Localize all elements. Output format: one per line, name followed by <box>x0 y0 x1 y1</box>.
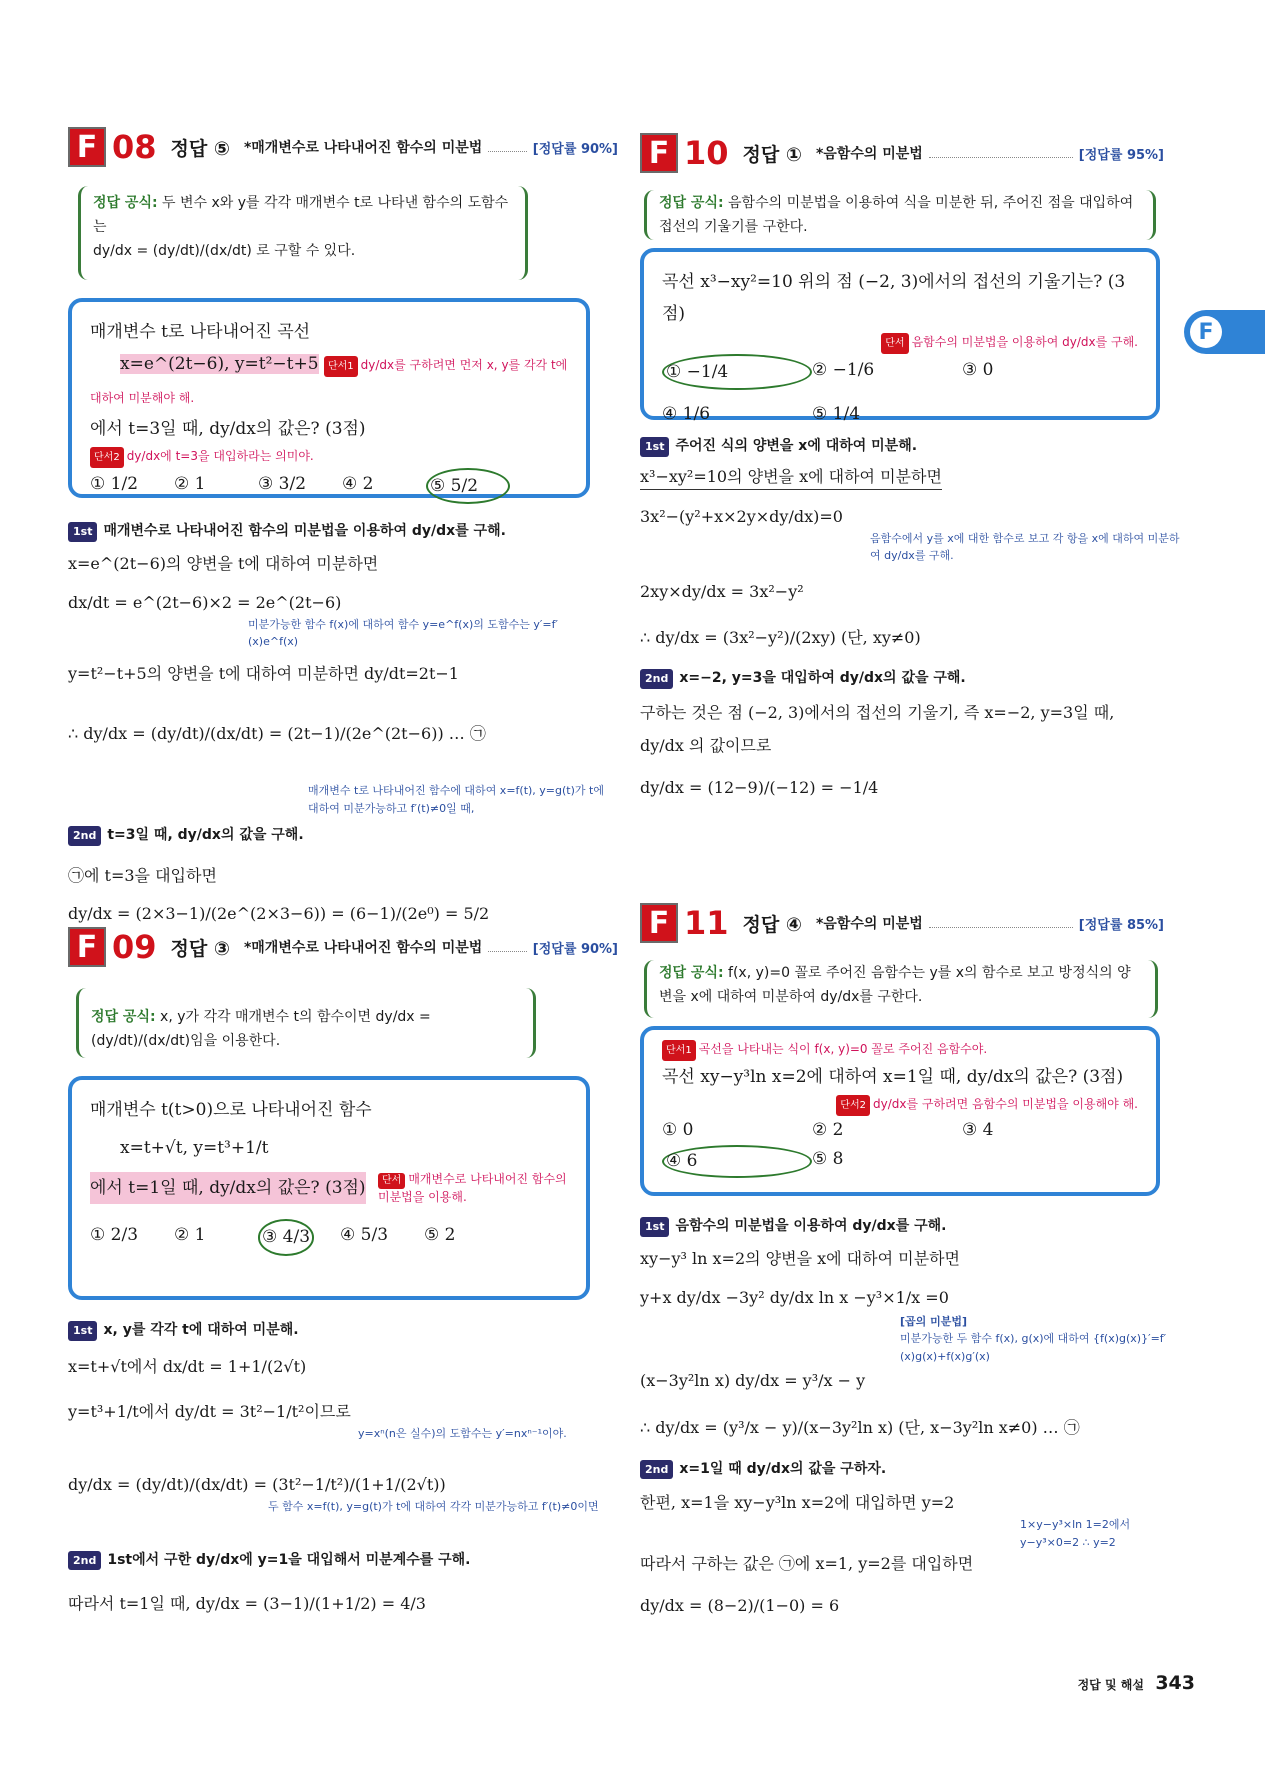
solution-line: ㉠에 t=3을 대입하면 <box>68 865 217 885</box>
leader-dots <box>929 157 1073 158</box>
accuracy-rate: [정답률 90%] <box>532 141 618 157</box>
solution-line: x³−xy²=10의 양변을 x에 대하여 미분하면 <box>640 464 942 491</box>
hint-tag: 단서1 <box>662 1040 696 1061</box>
formula-text: f(x, y)=0 꼴로 주어진 음함수는 y를 x의 함수로 보고 방정식의 양변을 x에 대하여 미분하여 dy/dx를 구한다. <box>659 965 1131 1005</box>
solution-line: ∴ dy/dx = (3x²−y²)/(2xy) (단, xy≠0) <box>640 627 921 647</box>
choice-2[interactable]: ② 1 <box>174 1225 206 1246</box>
choice-3[interactable]: ③ 3/2 <box>258 474 307 495</box>
formula-box-f08 <box>78 186 528 280</box>
solution-line: ∴ dy/dx = (dy/dt)/(dx/dt) = (2t−1)/(2e^(2t−6)) … ㉠ <box>68 723 486 743</box>
f-box: F <box>68 927 106 967</box>
question-line: 매개변수 t로 나타내어진 곡선 <box>90 322 311 342</box>
choice-list <box>90 468 568 504</box>
solution-line: 한편, x=1을 xy−y³ln x=2에 대입하면 y=2 <box>640 1493 955 1513</box>
step-badge: 2nd <box>68 1551 101 1571</box>
question-equation: x=e^(2t−6), y=t²−t+5 <box>120 354 319 375</box>
solution-line: y+x dy/dx −3y² dy/dx ln x −y³×1/x =0 <box>640 1288 949 1308</box>
choice-5-selected[interactable]: ⑤ 5/2 <box>426 468 510 504</box>
formula-equation: dy/dx = (dy/dt)/(dx/dt) 로 구할 수 있다. <box>93 242 356 259</box>
hint-tag: 단서2 <box>836 1095 870 1116</box>
formula-lead: 정답 공식: <box>91 1009 156 1025</box>
step-title: 음함수의 미분법을 이용하여 dy/dx를 구해. <box>675 1218 947 1234</box>
question-box-f11 <box>640 1026 1160 1196</box>
choice-1[interactable]: ① 2/3 <box>90 1225 139 1246</box>
solution-line: ∴ dy/dx = (y³/x − y)/(x−3y²ln x) (단, x−3y²ln x≠0) … ㉠ <box>640 1418 1080 1438</box>
choice-5[interactable]: ⑤ 1/4 <box>812 403 861 424</box>
step-badge: 2nd <box>68 826 101 846</box>
solution-f08 <box>68 517 608 926</box>
question-box-f10 <box>640 248 1160 424</box>
f-box: F <box>68 127 106 167</box>
step-badge: 1st <box>640 437 669 457</box>
footer-label: 정답 및 해설 <box>1077 1678 1144 1692</box>
problem-number: 10 <box>684 134 729 172</box>
question-line: 곡선 xy−y³ln x=2에 대하여 x=1일 때, dy/dx의 값은? (3점) <box>662 1067 1124 1087</box>
choice-1[interactable]: ① 0 <box>662 1120 694 1141</box>
solution-line: dy/dx 의 값이므로 <box>640 736 772 756</box>
f-box: F <box>640 903 678 943</box>
side-note: 매개변수 t로 나타내어진 함수에 대하여 x=f(t), y=g(t)가 t에 대하여 미분가능하고 f′(t)≠0일 때, <box>308 784 604 815</box>
choice-list <box>662 354 1138 431</box>
choice-2[interactable]: ② 1 <box>174 474 206 495</box>
answer-label: 정답 ① <box>742 143 802 166</box>
formula-text: 음함수의 미분법을 이용하여 식을 미분한 뒤, 주어진 점을 대입하여 접선의 기울기를 구한다. <box>659 195 1134 235</box>
step-badge: 1st <box>68 1321 97 1341</box>
solution-line: (x−3y²ln x) dy/dx = y³/x − y <box>640 1370 866 1390</box>
choice-4[interactable]: ④ 2 <box>342 474 374 495</box>
hint-text: dy/dx를 구하려면 음함수의 미분법을 이용해야 해. <box>872 1097 1138 1112</box>
hint-text: dy/dx를 구하려면 먼저 x, y를 각각 t에 대하여 미분해야 해. <box>90 358 568 405</box>
side-note: y=xⁿ(n은 실수)의 도함수는 y′=nxⁿ⁻¹이야. <box>358 1426 567 1440</box>
side-note: 1×y−y³×ln 1=2에서 y−y³×0=2 ∴ y=2 <box>1020 1517 1131 1549</box>
solution-line: dy/dx = (8−2)/(1−0) = 6 <box>640 1595 840 1615</box>
formula-lead: 정답 공식: <box>93 195 158 211</box>
step-title: t=3일 때, dy/dx의 값을 구해. <box>107 827 304 844</box>
page-footer <box>1078 1672 1195 1694</box>
solution-line: x=t+√t에서 dx/dt = 1+1/(2√t) <box>68 1356 307 1376</box>
step-badge: 2nd <box>640 669 673 689</box>
formula-lead: 정답 공식: <box>659 965 724 981</box>
problem-header-f11 <box>640 900 1164 946</box>
answer-label: 정답 ③ <box>170 937 230 960</box>
step-badge: 1st <box>640 1217 669 1237</box>
step-title: 매개변수로 나타내어진 함수의 미분법을 이용하여 dy/dx를 구해. <box>103 523 506 539</box>
side-note: 음함수에서 y를 x에 대한 함수로 보고 각 항을 x에 대하여 미분하여 dy/dx를 구해. <box>870 531 1180 563</box>
solution-line: 따라서 t=1일 때, dy/dx = (3−1)/(1+1/2) = 4/3 <box>68 1594 426 1614</box>
solution-line: 구하는 것은 점 (−2, 3)에서의 접선의 기울기, 즉 x=−2, y=3일 때, <box>640 702 1115 722</box>
solution-line: y=t²−t+5의 양변을 t에 대하여 미분하면 dy/dt=2t−1 <box>68 663 459 683</box>
leader-dots <box>488 951 527 952</box>
accuracy-rate: [정답률 95%] <box>1078 147 1164 163</box>
hint-tag: 단서2 <box>90 447 124 468</box>
formula-lead: 정답 공식: <box>659 195 724 211</box>
question-line: 곡선 x³−xy²=10 위의 점 (−2, 3)에서의 접선의 기울기는? (3점) <box>662 272 1126 325</box>
choice-4[interactable]: ④ 5/3 <box>340 1225 389 1246</box>
problem-number: 09 <box>112 928 157 966</box>
side-note-title: [곱의 미분법] <box>900 1314 968 1328</box>
solution-line: dy/dx = (dy/dt)/(dx/dt) = (3t²−1/t²)/(1+1/(2√t)) <box>68 1475 446 1495</box>
choice-list <box>90 1219 568 1255</box>
solution-line: dy/dx = (12−9)/(−12) = −1/4 <box>640 777 879 797</box>
solution-line: dy/dx = (2×3−1)/(2e^(2×3−6)) = (6−1)/(2e⁰) = 5/2 <box>68 903 490 923</box>
solution-f09 <box>68 1316 608 1617</box>
section-tab-letter: F <box>1190 316 1222 348</box>
topic: *매개변수로 나타내어진 함수의 미분법 <box>243 140 483 156</box>
step-title: 주어진 식의 양변을 x에 대하여 미분해. <box>675 438 918 454</box>
step-title: 1st에서 구한 dy/dx에 y=1을 대입해서 미분계수를 구해. <box>107 1551 471 1568</box>
topic: *매개변수로 나타내어진 함수의 미분법 <box>243 940 483 956</box>
problem-header-f10 <box>640 130 1164 176</box>
leader-dots <box>488 151 527 152</box>
choice-3[interactable]: ③ 0 <box>962 359 994 380</box>
solution-line: 2xy×dy/dx = 3x²−y² <box>640 581 804 601</box>
choice-5[interactable]: ⑤ 8 <box>812 1149 844 1170</box>
choice-list <box>662 1116 1138 1178</box>
accuracy-rate: [정답률 85%] <box>1078 917 1164 933</box>
choice-4-selected[interactable]: ④ 6 <box>662 1145 812 1178</box>
choice-1-selected[interactable]: ① −1/4 <box>662 354 812 390</box>
question-line: 에서 t=1일 때, dy/dx의 값은? (3점) <box>90 1172 366 1204</box>
hint-text: 음함수의 미분법을 이용하여 dy/dx를 구해. <box>911 334 1138 349</box>
choice-2[interactable]: ② −1/6 <box>812 359 875 380</box>
topic: *음함수의 미분법 <box>815 146 923 162</box>
step-title: x=1일 때 dy/dx의 값을 구하자. <box>679 1460 887 1477</box>
accuracy-rate: [정답률 90%] <box>532 941 618 957</box>
question-equation: x=t+√t, y=t³+1/t <box>120 1138 269 1159</box>
question-line: 매개변수 t(t>0)으로 나타내어진 함수 <box>90 1100 372 1120</box>
answer-label: 정답 ④ <box>742 913 802 936</box>
solution-line: x=e^(2t−6)의 양변을 t에 대하여 미분하면 <box>68 553 379 573</box>
question-box-f08 <box>68 298 590 498</box>
formula-box-f09 <box>76 988 536 1058</box>
choice-2[interactable]: ② 2 <box>812 1120 844 1141</box>
solution-f11 <box>640 1212 1180 1618</box>
choice-4[interactable]: ④ 1/6 <box>662 403 711 424</box>
step-title: x=−2, y=3을 대입하여 dy/dx의 값을 구해. <box>679 670 966 687</box>
hint-tag: 단서 <box>881 333 908 354</box>
step-title: x, y를 각각 t에 대하여 미분해. <box>103 1322 299 1338</box>
leader-dots <box>929 927 1073 928</box>
question-box-f09 <box>68 1076 590 1300</box>
formula-text: x, y가 각각 매개변수 t의 함수이면 dy/dx = (dy/dt)/(dx/dt)임을 이용한다. <box>91 1009 431 1049</box>
question-line: 에서 t=3일 때, dy/dx의 값은? (3점) <box>90 418 366 439</box>
choice-1[interactable]: ① 1/2 <box>90 474 139 495</box>
solution-line: dx/dt = e^(2t−6)×2 = 2e^(2t−6) <box>68 593 342 613</box>
solution-f10 <box>640 432 1180 801</box>
choice-3[interactable]: ③ 4 <box>962 1120 994 1141</box>
section-tab[interactable] <box>1184 310 1265 354</box>
hint-text: 곡선을 나타내는 식이 f(x, y)=0 꼴로 주어진 음함수야. <box>698 1042 988 1056</box>
solution-line: xy−y³ ln x=2의 양변을 x에 대하여 미분하면 <box>640 1248 960 1268</box>
choice-3-selected[interactable]: ③ 4/3 <box>258 1219 314 1255</box>
side-note: 미분가능한 함수 f(x)에 대하여 함수 y=e^f(x)의 도함수는 y′=f′(x)e^f(x) <box>248 617 558 649</box>
topic: *음함수의 미분법 <box>815 916 923 932</box>
page-number: 343 <box>1155 1672 1195 1694</box>
step-badge: 1st <box>68 522 97 542</box>
hint-tag: 단서 <box>378 1173 405 1189</box>
formula-box-f10 <box>644 190 1156 240</box>
choice-5[interactable]: ⑤ 2 <box>424 1225 456 1246</box>
hint-text: 매개변수로 나타내어진 함수의 미분법을 이용해. <box>378 1171 567 1204</box>
side-note: 두 함수 x=f(t), y=g(t)가 t에 대하여 각각 미분가능하고 f′(t)≠0이면 <box>268 1499 599 1513</box>
step-badge: 2nd <box>640 1460 673 1480</box>
solution-line: y=t³+1/t에서 dy/dt = 3t²−1/t²이므로 <box>68 1402 351 1422</box>
hint-text: dy/dx에 t=3을 대입하라는 의미야. <box>126 449 314 464</box>
answer-label: 정답 ⑤ <box>170 137 230 160</box>
side-note: 미분가능한 두 함수 f(x), g(x)에 대하여 {f(x)g(x)}′=f′(x)g(x)+f(x)g′(x) <box>900 1332 1167 1363</box>
solution-line: 3x²−(y²+x×2y×dy/dx)=0 <box>640 507 843 527</box>
problem-header-f09 <box>68 924 618 970</box>
problem-number: 08 <box>112 128 157 166</box>
problem-header-f08 <box>68 124 618 170</box>
formula-box-f11 <box>644 960 1158 1018</box>
formula-text: 두 변수 x와 y를 각각 매개변수 t로 나타낸 함수의 도함수는 <box>93 195 509 235</box>
solution-line: 따라서 구하는 값은 ㉠에 x=1, y=2를 대입하면 <box>640 1554 974 1574</box>
hint-tag: 단서1 <box>324 356 358 377</box>
problem-number: 11 <box>684 904 729 942</box>
f-box: F <box>640 133 678 173</box>
